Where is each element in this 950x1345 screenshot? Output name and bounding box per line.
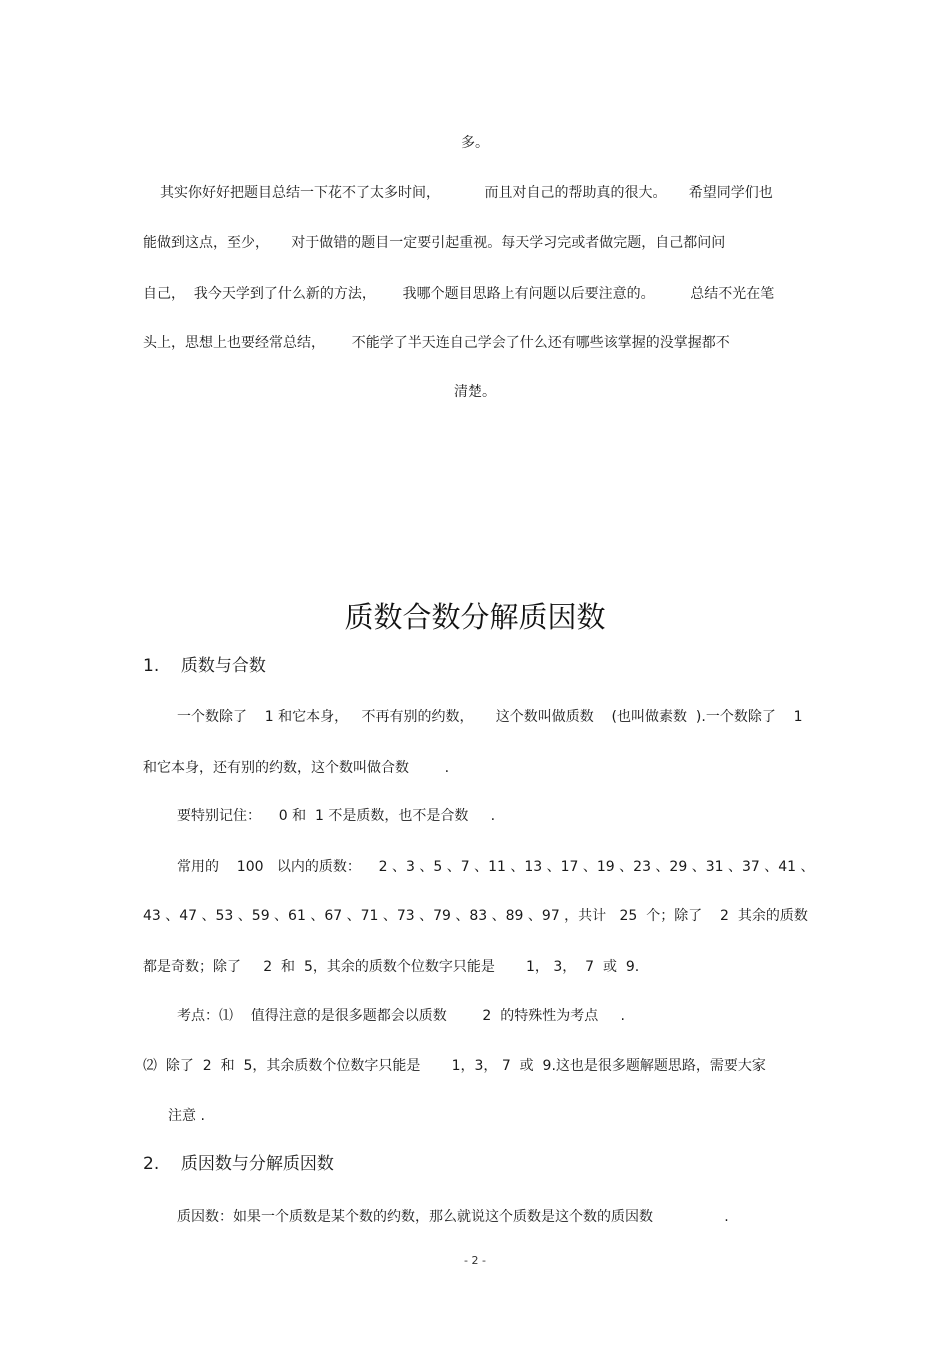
paragraph-line-end: 清楚。 [454, 384, 496, 400]
paragraph-line: 能做到这点，至少， 对于做错的题目一定要引起重视。每天学习完或者做完题，自己都问问 [143, 235, 726, 251]
section-1-line: 和它本身，还有别的约数，这个数叫做合数 . [143, 760, 450, 776]
document-title: 质数合数分解质因数 [344, 600, 606, 634]
section-1-line: 要特别记住： 0 和 1 不是质数，也不是合数 . [177, 808, 496, 824]
page-number: - 2 - [464, 1254, 486, 1267]
paragraph-line: 其实你好好把题目总结一下花不了太多时间， 而且对自己的帮助真的很大。 希望同学们也 [160, 185, 773, 201]
section-2-line: 质因数：如果一个质数是某个数的约数，那么就说这个质数是这个数的质因数 . [177, 1209, 729, 1225]
paragraph-line: 自己， 我今天学到了什么新的方法， 我哪个题目思路上有问题以后要注意的。 总结不光在笔 [143, 286, 775, 302]
section-1-line: 一个数除了 1 和它本身， 不再有别的约数， 这个数叫做质数 (也叫做素数 ).一个数除了 1 [177, 709, 803, 725]
paragraph-line-end: 多。 [461, 135, 489, 151]
section-1-line: ⑵ 除了 2 和 5，其余质数个位数字只能是 1，3， 7 或 9.这也是很多题解题思路，需要大家 [143, 1058, 766, 1074]
paragraph-line: 头上，思想上也要经常总结， 不能学了半天连自己学会了什么还有哪些该掌握的没掌握都不 [143, 335, 730, 351]
section-1-line: 考点：⑴ 值得注意的是很多题都会以质数 2 的特殊性为考点 . [177, 1008, 625, 1024]
section-heading-1: 1. 质数与合数 [143, 656, 266, 676]
section-1-line: 常用的 100 以内的质数： 2 、3 、5 、7 、11 、13 、17 、19 、23 、29 、31 、37 、41 、 [177, 859, 815, 875]
section-1-line: 43 、47 、53 、59 、61 、67 、71 、73 、79 、83 、89 、97 ，共计 25 个；除了 2 其余的质数 [143, 908, 808, 924]
section-1-line: 注意 . [168, 1108, 205, 1124]
section-1-line: 都是奇数；除了 2 和 5，其余的质数个位数字只能是 1， 3， 7 或 9. [143, 959, 640, 975]
section-heading-2: 2. 质因数与分解质因数 [143, 1154, 334, 1174]
